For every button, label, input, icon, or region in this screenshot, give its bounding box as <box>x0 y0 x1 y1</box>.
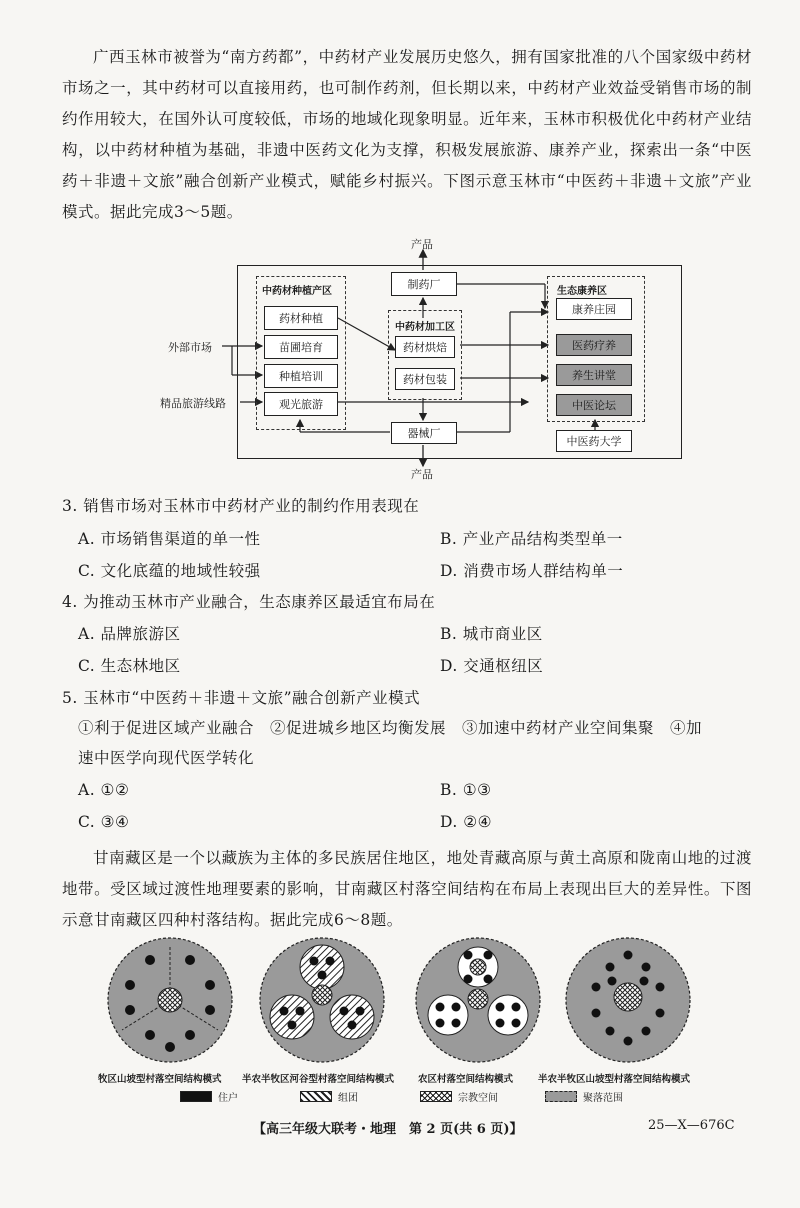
legend-label: 聚落范围 <box>583 1093 623 1104</box>
legend-label: 组团 <box>338 1093 358 1104</box>
outer-market-label: 外部市场 <box>168 341 212 354</box>
legend-cluster <box>300 1089 358 1104</box>
village-structure-diagrams <box>0 935 800 1075</box>
eco-item: 养生讲堂 <box>556 364 632 386</box>
planting-item: 种植培训 <box>264 364 338 388</box>
question-4-stem: 4. 为推动玉林市产业融合，生态康养区最适宜布局在 <box>62 593 436 611</box>
legend-swatch-hatch <box>300 1091 332 1102</box>
university-box: 中医药大学 <box>556 430 632 452</box>
question-4-option-b: B. 城市商业区 <box>440 625 543 643</box>
eco-item: 医药疗养 <box>556 334 632 356</box>
village-agricultural <box>416 938 540 1062</box>
eco-item: 中医论坛 <box>556 394 632 416</box>
tour-route-label: 精品旅游线路 <box>160 397 226 410</box>
question-4-option-a: A. 品牌旅游区 <box>78 625 181 643</box>
planting-zone-label: 中药材种植产区 <box>262 286 332 297</box>
processing-item: 药材包装 <box>395 368 455 390</box>
question-3-option-d: D. 消费市场人群结构单一 <box>440 562 624 580</box>
machine-factory: 器械厂 <box>391 422 457 444</box>
question-5-option-d: D. ②④ <box>440 813 493 831</box>
planting-item: 药材种植 <box>264 306 338 330</box>
village-semi-valley <box>260 938 384 1062</box>
question-3-stem: 3. 销售市场对玉林市中药材产业的制约作用表现在 <box>62 497 420 515</box>
village-semi-slope <box>566 938 690 1062</box>
planting-item: 观光旅游 <box>264 392 338 416</box>
legend-household <box>180 1089 238 1104</box>
question-3-option-b: B. 产业产品结构类型单一 <box>440 530 623 548</box>
question-3-option-c: C. 文化底蕴的地域性较强 <box>78 562 261 580</box>
legend-religious <box>420 1089 498 1104</box>
top-product-label: 产品 <box>411 238 433 251</box>
question-5-stem: 5. 玉林市“中医药＋非遗＋文旅”融合创新产业模式 <box>62 689 421 707</box>
question-5-statements-cont: 速中医学向现代医学转化 <box>78 749 255 767</box>
legend-swatch-black <box>180 1091 212 1102</box>
footer-code: 25—X—676C <box>648 1118 735 1133</box>
question-4-option-d: D. 交通枢纽区 <box>440 657 544 675</box>
village-pastoral-slope <box>108 938 232 1062</box>
eco-item: 康养庄园 <box>556 298 632 320</box>
eco-zone-label: 生态康养区 <box>557 286 607 297</box>
pharma-factory: 制药厂 <box>391 272 457 296</box>
village-caption-4: 半农半牧区山坡型村落空间结构模式 <box>538 1074 691 1085</box>
legend-label: 住户 <box>218 1093 238 1104</box>
question-5-statements: ①利于促进区域产业融合 ②促进城乡地区均衡发展 ③加速中药材产业空间集聚 ④加 <box>78 719 703 737</box>
village-caption-3: 农区村落空间结构模式 <box>418 1074 514 1085</box>
question-4-option-c: C. 生态林地区 <box>78 657 181 675</box>
footer-title: 【高三年级大联考・地理 第 2 页(共 6 页)】 <box>253 1122 523 1137</box>
question-5-option-c: C. ③④ <box>78 813 130 831</box>
passage-yulin: 广西玉林市被誉为“南方药都”，中药材产业发展历史悠久，拥有国家批准的八个国家级中药材市场之一，其中药材可以直接用药，也可制作药剂，但长期以来，中药材产业效益受销售市场的制约作用较大，在国外认可度较低，市场的地域化现象明显。近年来，玉林市积极优化中药材产业结构，以中药材种植为基础，非遗中医药文化为支撑，积极发展旅游、康养产业，探索出一条“中医药＋非遗＋文旅”融合创新产业模式，赋能乡村振兴。下图示意玉林市“中医药＋非遗＋文旅”产业模式。据此完成3～5题。 <box>62 48 752 221</box>
legend-label: 宗教空间 <box>458 1093 498 1104</box>
question-5-option-b: B. ①③ <box>440 781 492 799</box>
village-caption-1: 牧区山坡型村落空间结构模式 <box>98 1074 222 1085</box>
legend-settlement <box>545 1089 623 1104</box>
processing-item: 药材烘焙 <box>395 336 455 358</box>
planting-item: 苗圃培育 <box>264 335 338 359</box>
question-5-option-a: A. ①② <box>78 781 130 799</box>
legend-swatch-cross <box>420 1091 452 1102</box>
legend-swatch-gray <box>545 1091 577 1102</box>
question-3-option-a: A. 市场销售渠道的单一性 <box>78 530 261 548</box>
passage-gannan: 甘南藏区是一个以藏族为主体的多民族居住地区，地处青藏高原与黄土高原和陇南山地的过渡地带。受区域过渡性地理要素的影响，甘南藏区村落空间结构在布局上表现出巨大的差异性。下图示意甘南藏区四种村落结构。据此完成6～8题。 <box>62 849 752 929</box>
processing-zone-label: 中药材加工区 <box>395 322 455 333</box>
bottom-product-label: 产品 <box>411 468 433 481</box>
village-caption-2: 半农半牧区河谷型村落空间结构模式 <box>242 1074 395 1085</box>
